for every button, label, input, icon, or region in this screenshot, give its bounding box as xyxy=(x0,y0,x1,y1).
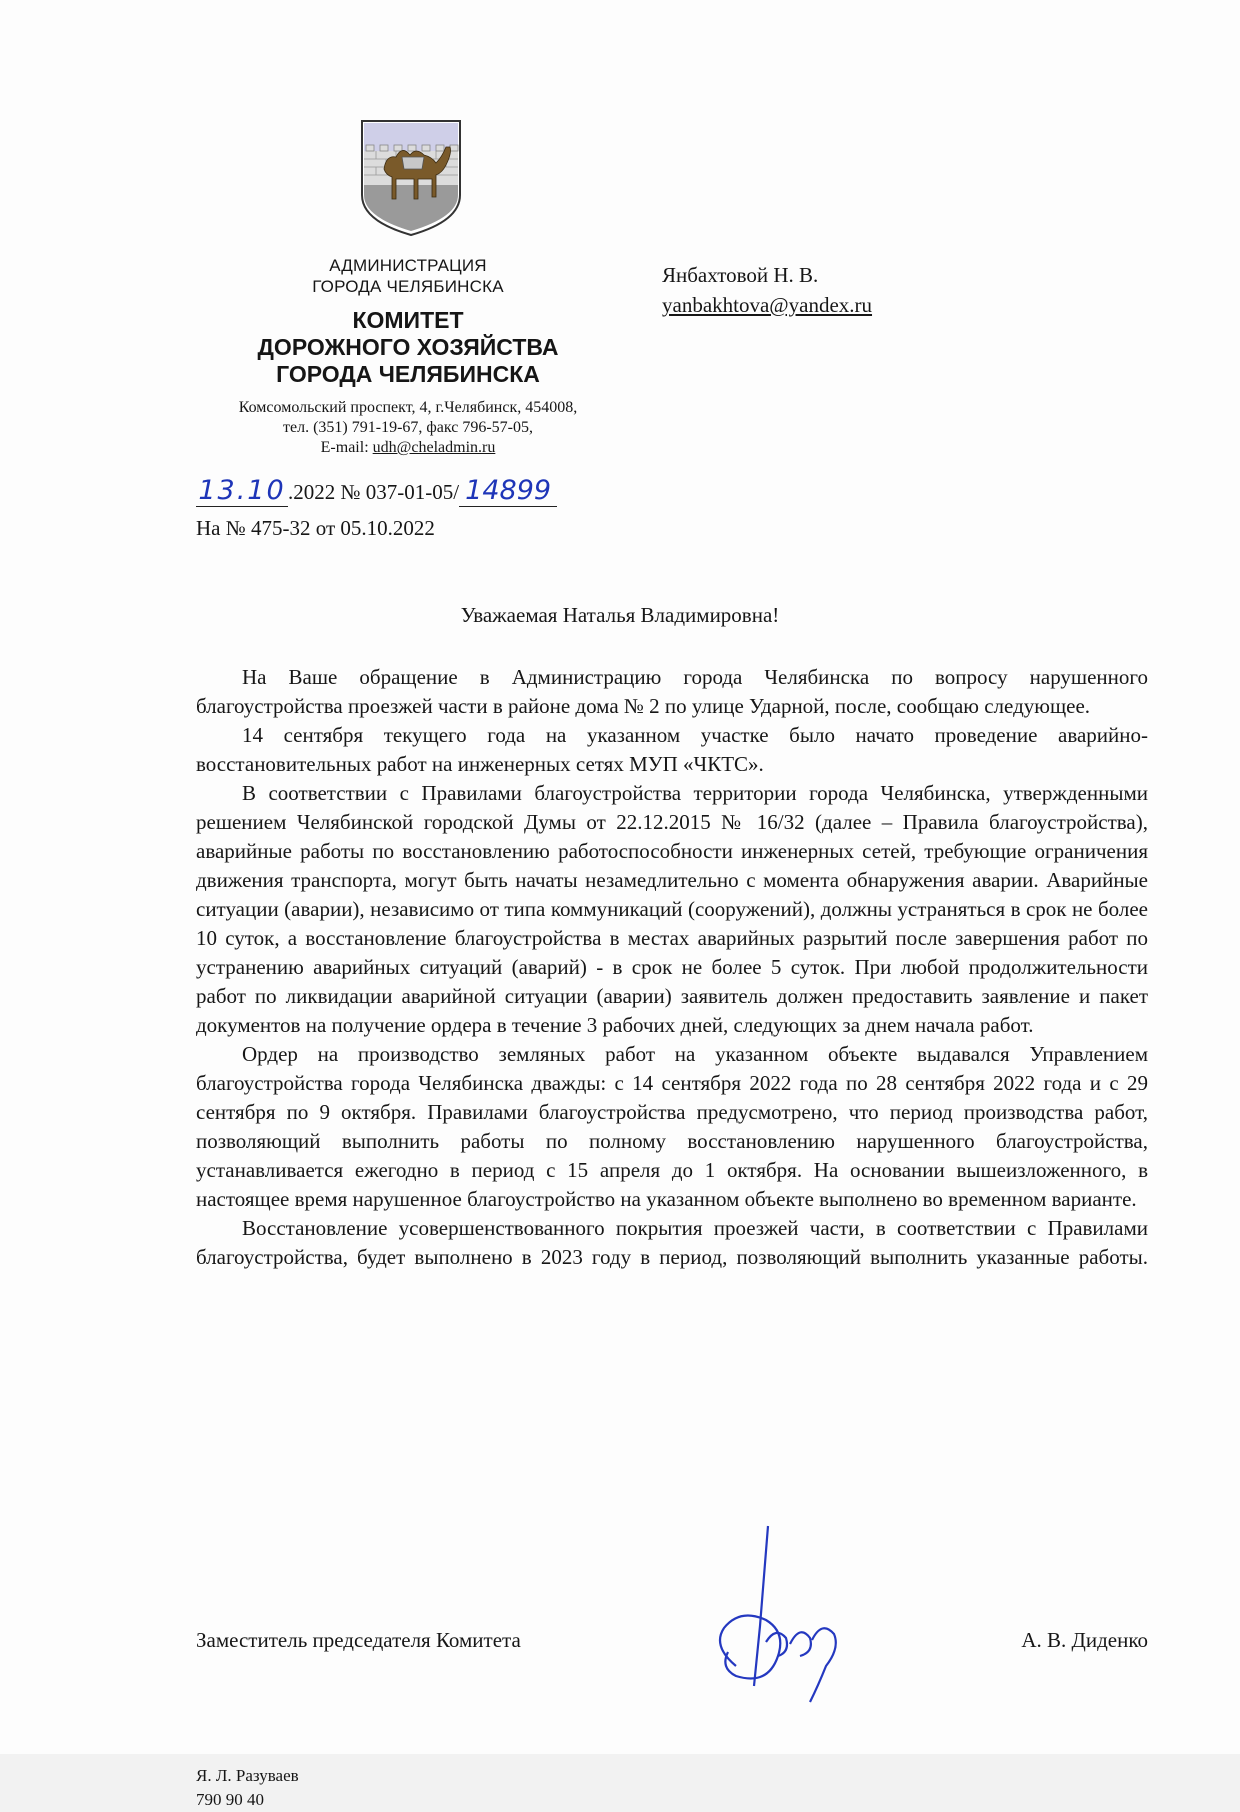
organization-email-link[interactable]: udh@cheladmin.ru xyxy=(372,439,496,456)
executor-name: Я. Л. Разуваев xyxy=(196,1766,299,1785)
executor-phone: 790 90 40 xyxy=(196,1790,264,1809)
handwritten-signature xyxy=(706,1516,866,1716)
admin-name-line2: ГОРОДА ЧЕЛЯБИНСКА xyxy=(312,277,504,296)
signer-name: А. В. Диденко xyxy=(1021,1628,1148,1652)
recipient-email-link[interactable]: yanbakhtova@yandex.ru xyxy=(662,293,873,317)
organization-contacts xyxy=(178,398,638,458)
admin-name-line1: АДМИНИСТРАЦИЯ xyxy=(329,256,487,275)
committee-name-line1: КОМИТЕТ xyxy=(352,307,464,333)
signer-role: Заместитель председателя Комитета xyxy=(196,1628,521,1652)
in-reply-to: На № 475-32 от 05.10.2022 xyxy=(196,516,435,540)
email-label: E-mail: xyxy=(320,439,373,456)
organization-address: Комсомольский проспект, 4, г.Челябинск, 454008, xyxy=(238,399,578,416)
organization-email-line xyxy=(178,438,638,458)
recipient-block xyxy=(662,260,872,320)
recipient-name: Янбахтовой Н. В. xyxy=(662,263,819,287)
paragraph-1: На Ваше обращение в Администрацию города Челябинска по вопросу нарушенного благоустройства проезжей части в районе дома № 2 по улице Ударной, после, сообщаю следующее. xyxy=(196,665,1148,718)
paragraph-4: Ордер на производство земляных работ на указанном объекте выдавался Управлением благоустройства города Челябинска дважды: с 14 сентября 2022 года по 28 сентября 2022 года и с 29 сентября по 9 октября. Правилами благоустройства предусмотрено, что период производства работ, позволяющий выполнить работы по полному восстановлению нарушенного благоустройства, устанавливается ежегодно в период с 15 апреля до 1 октября. На основании вышеизложенного, в настоящее время нарушенное благоустройство на указанном объекте выполнено во временном варианте. xyxy=(196,1042,1148,1211)
committee-name-line2: ДОРОЖНОГО ХОЗЯЙСТВА xyxy=(257,334,559,360)
organization-header xyxy=(178,255,638,458)
committee-name xyxy=(178,307,638,388)
letter-body xyxy=(196,663,1148,1272)
organization-phones: тел. (351) 791-19-67, факс 796-57-05, xyxy=(283,419,533,436)
registration-line xyxy=(196,476,557,507)
paragraph-5: Восстановление усовершенствованного покрытия проезжей части, в соответствии с Правилами благоустройства, будет выполнено в 2023 году в период, позволяющий выполнить указанные работы. xyxy=(196,1216,1148,1269)
handwritten-number: 14899 xyxy=(459,476,557,507)
committee-name-line3: ГОРОДА ЧЕЛЯБИНСКА xyxy=(276,361,540,387)
executor-info xyxy=(196,1764,299,1812)
handwritten-date: 13.10 xyxy=(196,476,288,507)
city-emblem-icon xyxy=(356,117,466,237)
salutation: Уважаемая Наталья Владимировна! xyxy=(460,603,780,627)
paragraph-3: В соответствии с Правилами благоустройства территории города Челябинска, утвержденными решением Челябинской городской Думы от 22.12.2015 № 16/32 (далее – Правила благоустройства), аварийные работы по восстановлению работоспособности инженерных сетей, требующие ограничения движения транспорта, могут быть начаты незамедлительно с момента обнаружения аварии. Аварийные ситуации (аварии), независимо от типа коммуникаций (сооружений), должны устраняться в срок не более 10 суток, а восстановление благоустройства в местах аварийных разрытий после завершения работ по устранению аварийных ситуаций (аварий) - в срок не более 5 суток. При любой продолжительности работ по ликвидации аварийной ситуации (аварии) заявитель должен предоставить заявление и пакет документов на получение ордера в течение 3 рабочих дней, следующих за днем начала работ. xyxy=(196,781,1148,1037)
paragraph-2: 14 сентября текущего года на указанном участке было начато проведение аварийно-восстановительных работ на инженерных сетях МУП «ЧКТС». xyxy=(196,723,1148,776)
registration-number-prefix: .2022 № 037-01-05/ xyxy=(288,480,460,504)
